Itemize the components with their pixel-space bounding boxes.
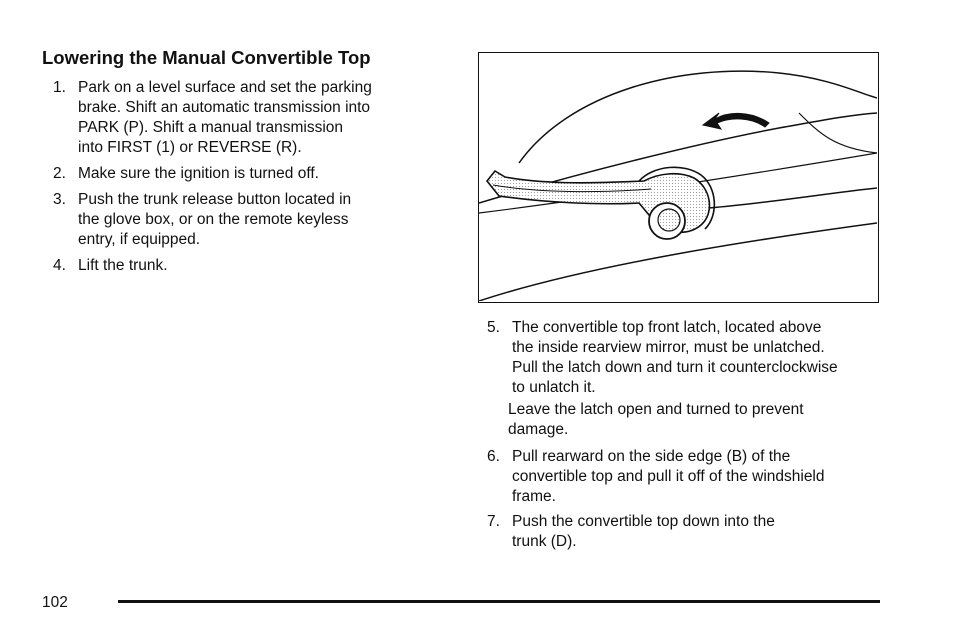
step-text: Park on a level surface and set the parking brake. Shift an automatic transmission into PARK (P). Shift a manual transmission into FIRST (1) or REVERSE (R). (78, 79, 372, 156)
step-text: Push the convertible top down into the trunk (D). (512, 513, 775, 550)
step-number: 5. (487, 319, 500, 336)
step-text: The convertible top front latch, located above the inside rearview mirror, must be unlatched. Pull the latch down and turn it counterclockwise to unlatch it. (512, 319, 838, 396)
step-7 (487, 512, 887, 552)
section-heading: Lowering the Manual Convertible Top (42, 47, 371, 68)
step-text: Lift the trunk. (78, 257, 168, 274)
step-number: 2. (53, 165, 66, 182)
step-text: Pull rearward on the side edge (B) of the convertible top and pull it off of the windshield frame. (512, 448, 825, 505)
step-1 (53, 78, 433, 158)
step-number: 7. (487, 513, 500, 530)
step-number: 1. (53, 79, 66, 96)
step-number: 6. (487, 448, 500, 465)
step-3 (53, 190, 433, 250)
header-underside (709, 188, 877, 208)
footer-rule (118, 600, 880, 603)
step-text: Push the trunk release button located in the glove box, or on the remote keyless entry, if equipped. (78, 191, 352, 248)
latch-illustration (478, 52, 879, 303)
page-number: 102 (42, 594, 68, 611)
latch-knob-inner (658, 209, 680, 231)
counterclockwise-arrow-icon (703, 113, 769, 129)
step-5 (487, 318, 887, 398)
step-number: 3. (53, 191, 66, 208)
step-5-note: Leave the latch open and turned to prevent damage. (508, 401, 804, 438)
step-4 (53, 256, 433, 276)
windshield-outline (519, 71, 877, 163)
step-number: 4. (53, 257, 66, 274)
inner-curve (799, 113, 877, 153)
step-text: Make sure the ignition is turned off. (78, 165, 319, 182)
convertible-latch-drawing (479, 53, 877, 301)
step-6 (487, 447, 887, 507)
step-2 (53, 164, 433, 184)
